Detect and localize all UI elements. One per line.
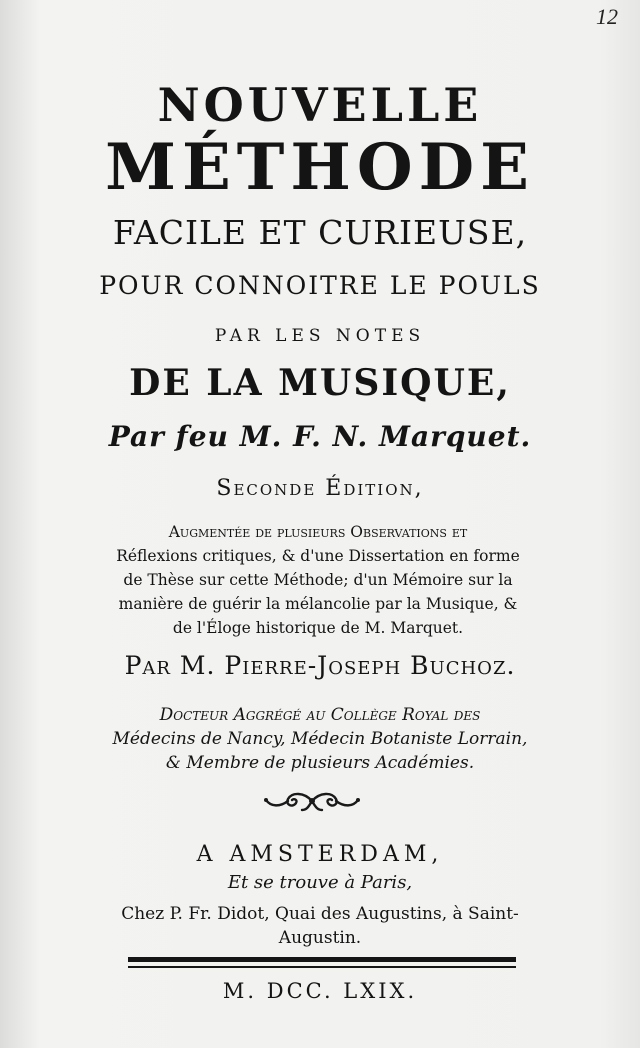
editor-qualifications	[60, 703, 580, 775]
title-line-notes: PAR LES NOTES	[214, 326, 426, 346]
fleuron-ornament-icon	[262, 788, 362, 814]
description-line: manière de guérir la mélancolie par la Musique, &	[118, 595, 518, 613]
imprint-city: A AMSTERDAM,	[196, 842, 444, 867]
page-number: 12	[596, 4, 618, 29]
title-line-musique: DE LA MUSIQUE,	[129, 362, 511, 404]
qualification-line: Médecins de Nancy, Médecin Botaniste Lorrain,	[112, 729, 528, 749]
publication-year: M. DCC. LXIX.	[222, 979, 418, 1003]
description-line: Augmentée de plusieurs Observations et	[168, 523, 468, 541]
imprint-address-line: Chez P. Fr. Didot, Quai des Augustins, à Saint-	[121, 904, 519, 924]
title-line-nouvelle: NOUVELLE	[157, 78, 483, 132]
author-line: Par feu M. F. N. Marquet.	[108, 420, 532, 453]
double-rule-thin	[128, 966, 516, 968]
description-line: de l'Éloge historique de M. Marquet.	[172, 619, 464, 637]
description-line: Réflexions critiques, & d'une Dissertation en forme	[116, 547, 520, 565]
title-line-methode: MÉTHODE	[105, 130, 535, 205]
title-line-facile: FACILE ET CURIEUSE,	[112, 213, 528, 252]
editor-line: Par M. Pierre-Joseph Buchoz.	[124, 651, 516, 680]
imprint-paris-line: Et se trouve à Paris,	[227, 872, 413, 893]
edition-line: Seconde Édition,	[216, 476, 424, 501]
imprint-address	[70, 902, 570, 950]
description-line: de Thèse sur cette Méthode; d'un Mémoire sur la	[123, 571, 513, 589]
qualification-line: & Membre de plusieurs Académies.	[165, 753, 475, 773]
double-rule-thick	[128, 957, 516, 962]
imprint-address-line: Augustin.	[278, 928, 362, 948]
description-block	[68, 520, 568, 640]
title-line-pouls: POUR CONNOITRE LE POULS	[99, 271, 541, 300]
qualification-line: Docteur Aggrégé au Collège Royal des	[159, 705, 481, 725]
